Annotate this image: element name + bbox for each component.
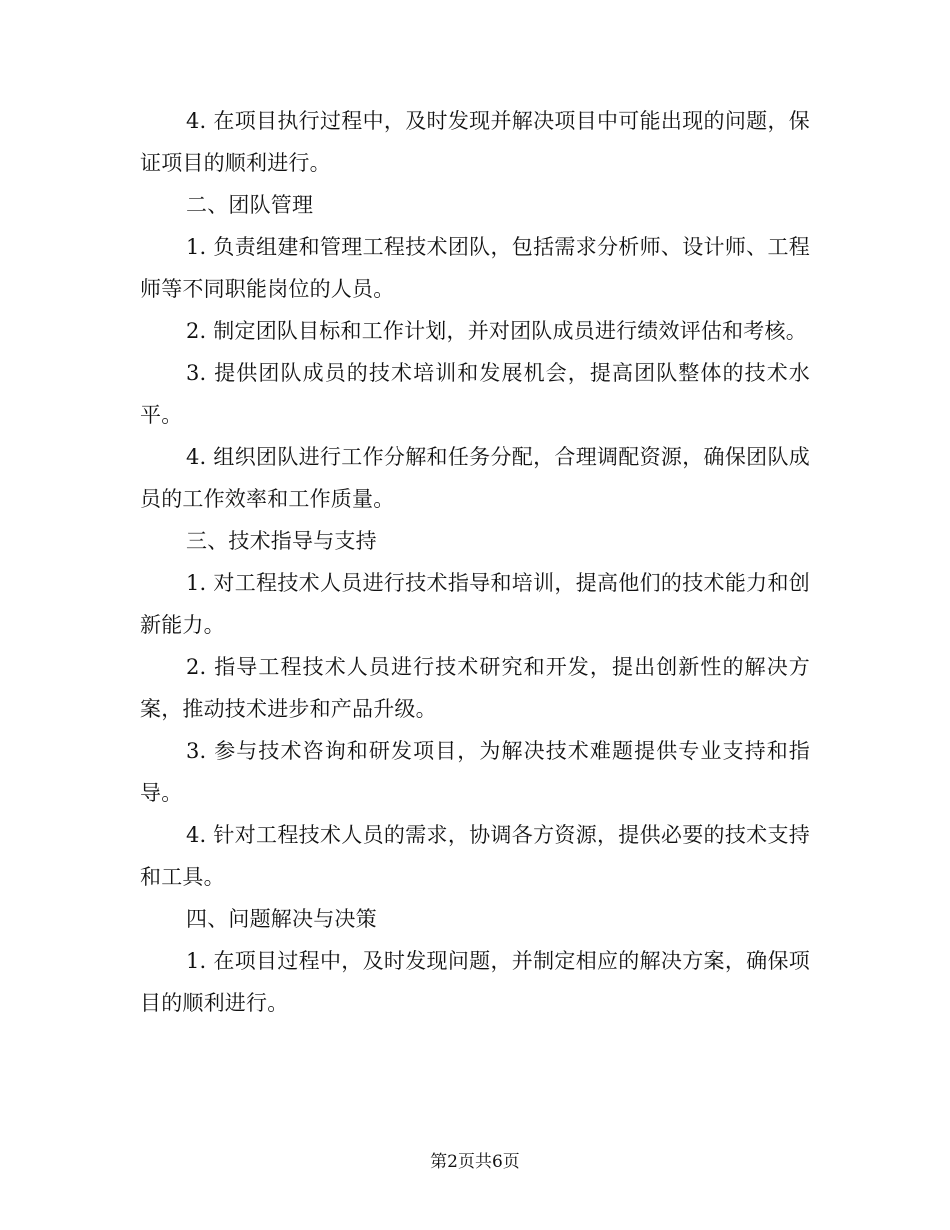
paragraph: 2. 指导工程技术人员进行技术研究和开发，提出创新性的解决方案，推动技术进步和产品升级。 xyxy=(140,655,810,721)
paragraph: 4. 针对工程技术人员的需求，协调各方资源，提供必要的技术支持和工具。 xyxy=(140,823,810,889)
section-heading: 四、问题解决与决策 xyxy=(186,907,377,931)
paragraph: 2. 制定团队目标和工作计划，并对团队成员进行绩效评估和考核。 xyxy=(186,319,807,343)
paragraph: 4. 在项目执行过程中，及时发现并解决项目中可能出现的问题，保证项目的顺利进行。 xyxy=(140,109,810,175)
paragraph: 3. 参与技术咨询和研发项目，为解决技术难题提供专业支持和指导。 xyxy=(140,739,810,805)
section-heading: 二、团队管理 xyxy=(186,193,314,217)
document-page xyxy=(140,100,810,1024)
paragraph: 1. 在项目过程中，及时发现问题，并制定相应的解决方案，确保项目的顺利进行。 xyxy=(140,949,810,1015)
section-heading: 三、技术指导与支持 xyxy=(186,529,377,553)
paragraph: 1. 负责组建和管理工程技术团队，包括需求分析师、设计师、工程师等不同职能岗位的人员。 xyxy=(140,235,810,301)
page-number-footer: 第2页共6页 xyxy=(430,1152,520,1172)
paragraph: 4. 组织团队进行工作分解和任务分配，合理调配资源，确保团队成员的工作效率和工作质量。 xyxy=(140,445,810,511)
paragraph: 1. 对工程技术人员进行技术指导和培训，提高他们的技术能力和创新能力。 xyxy=(140,571,810,637)
paragraph: 3. 提供团队成员的技术培训和发展机会，提高团队整体的技术水平。 xyxy=(140,361,810,427)
